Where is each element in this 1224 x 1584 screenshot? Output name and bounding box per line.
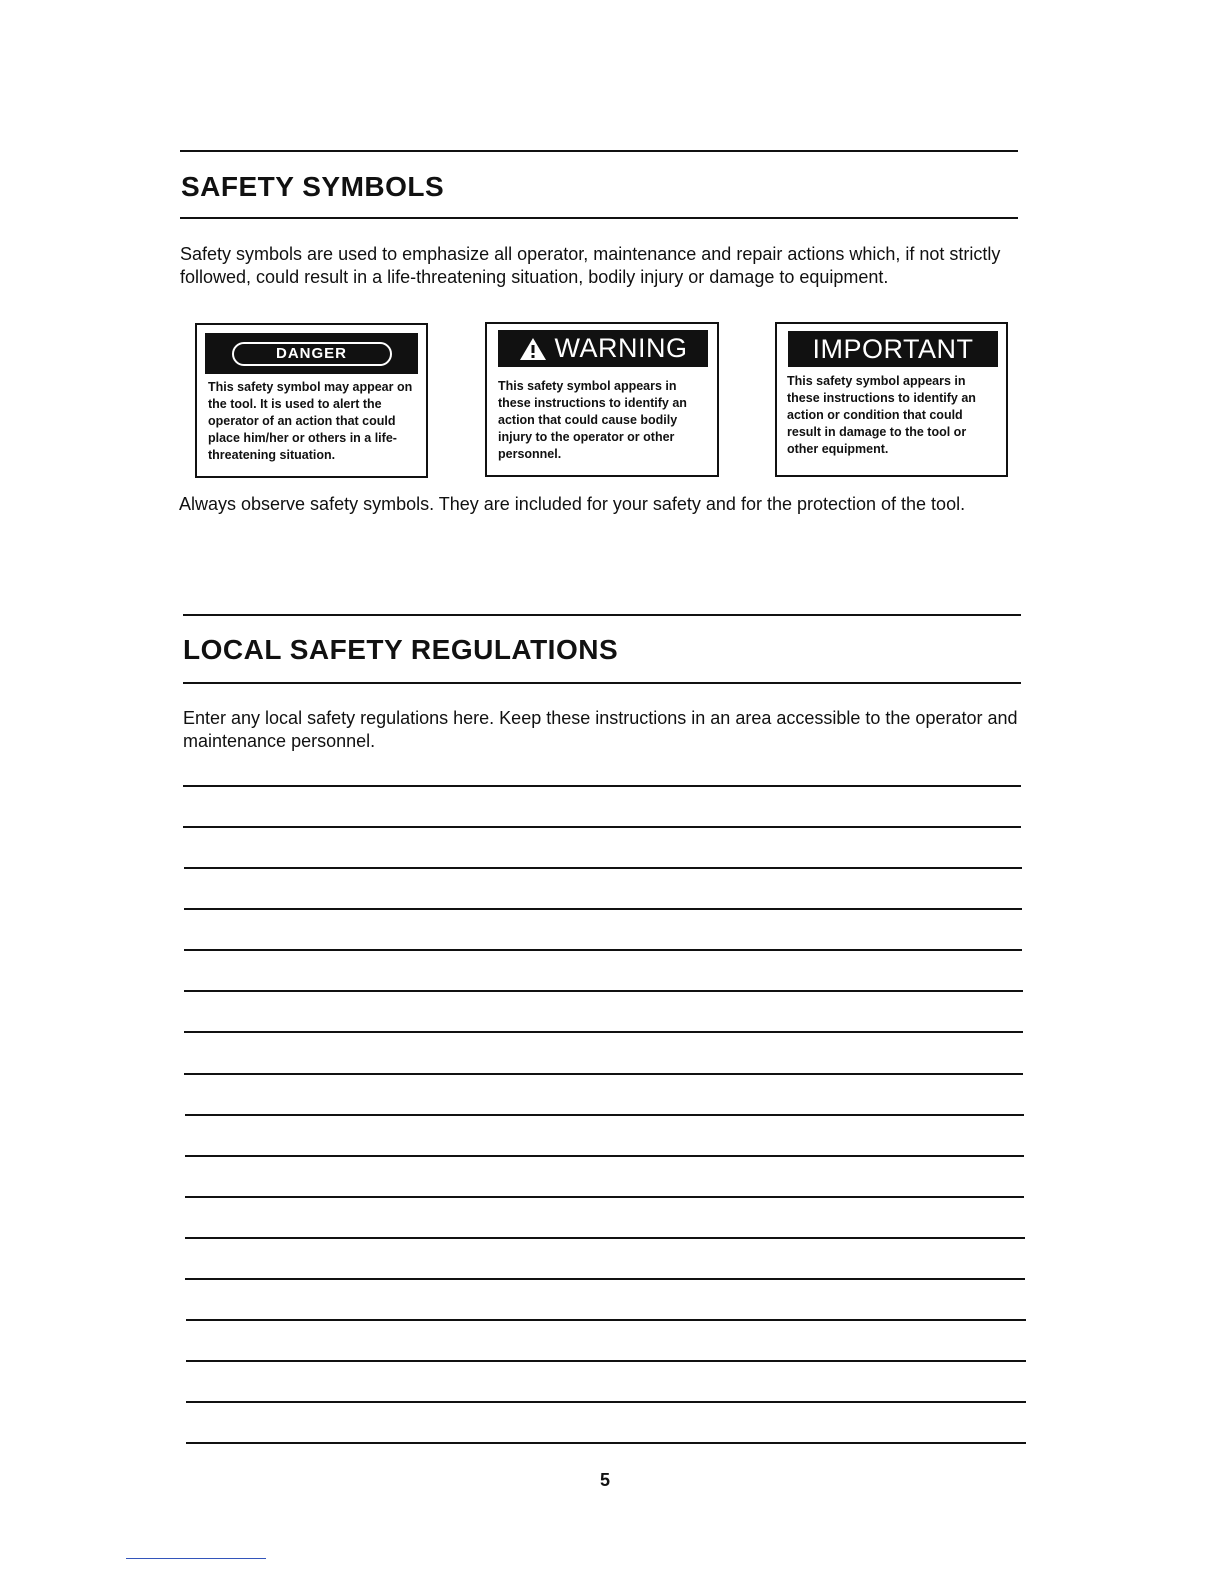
writing-line: [184, 867, 1022, 869]
writing-line: [184, 990, 1023, 992]
warning-description: This safety symbol appears in these instructions to identify an action that could cause bodily injury to the operator or other personnel.: [498, 379, 687, 461]
warning-triangle-icon: [519, 337, 547, 361]
writing-line: [186, 1401, 1026, 1403]
writing-line: [185, 1237, 1025, 1239]
local-regulations-heading: LOCAL SAFETY REGULATIONS: [183, 634, 619, 665]
important-symbol-box: [775, 322, 1008, 477]
warning-header: [498, 330, 708, 367]
writing-line: [185, 1155, 1024, 1157]
writing-line: [186, 1360, 1026, 1362]
writing-line: [184, 908, 1022, 910]
important-description: This safety symbol appears in these instructions to identify an action or condition that could result in damage to the tool or other equipment.: [787, 374, 976, 456]
regulations-heading-rule: [183, 682, 1021, 684]
writing-line: [185, 1196, 1024, 1198]
footer-rule: [126, 1558, 266, 1559]
local-regulations-intro: Enter any local safety regulations here. Keep these instructions in an area accessible to the operator and maintenance personnel.: [183, 708, 1018, 751]
writing-line: [186, 1442, 1026, 1444]
danger-header: [205, 333, 418, 374]
danger-label: DANGER: [232, 342, 392, 366]
danger-symbol-box: [195, 323, 428, 478]
heading-rule: [180, 217, 1018, 219]
danger-description: This safety symbol may appear on the tool. It is used to alert the operator of an action that could place him/her or others in a life-threatening situation.: [208, 380, 413, 462]
safety-symbols-closing: Always observe safety symbols. They are included for your safety and for the protection of the tool.: [179, 494, 966, 514]
writing-line: [184, 1073, 1023, 1075]
safety-symbols-heading: SAFETY SYMBOLS: [181, 171, 445, 202]
important-header: [788, 331, 998, 367]
page-number: 5: [599, 1470, 610, 1490]
writing-line: [183, 826, 1021, 828]
top-rule: [180, 150, 1018, 152]
writing-line: [184, 1031, 1023, 1033]
important-label: IMPORTANT: [812, 333, 974, 364]
writing-line: [183, 785, 1021, 787]
regulations-top-rule: [183, 614, 1021, 616]
safety-symbols-intro: Safety symbols are used to emphasize all operator, maintenance and repair actions which, if not strictly followed, could result in a life-threatening situation, bodily injury or damage to equipment.: [180, 244, 1001, 287]
writing-line: [185, 1114, 1024, 1116]
warning-symbol-box: [485, 322, 719, 477]
warning-label: WARNING: [554, 333, 688, 363]
writing-line: [184, 949, 1022, 951]
writing-line: [186, 1319, 1026, 1321]
writing-line: [185, 1278, 1025, 1280]
